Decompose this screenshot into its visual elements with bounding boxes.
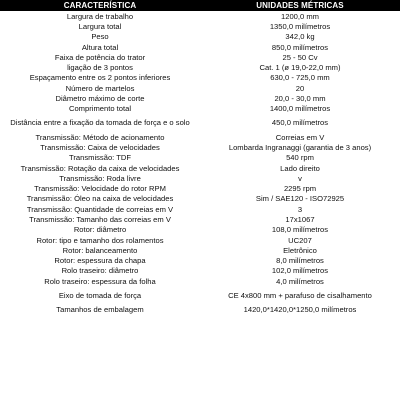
spec-value: Lombarda Ingranaggi (garantia de 3 anos) xyxy=(228,142,372,152)
table-row xyxy=(0,266,400,276)
spec-value: 2295 rpm xyxy=(283,184,317,194)
spec-value: 20,0 - 30,0 mm xyxy=(274,94,326,104)
table-row xyxy=(0,173,400,183)
spec-value: 850,0 milímetros xyxy=(271,42,329,52)
spec-value: 1400,0 milímetros xyxy=(269,104,331,114)
spec-value: CE 4x800 mm + parafuso de cisalhamento xyxy=(228,290,372,300)
spec-label: Rotor: diâmetro xyxy=(73,225,127,235)
table-row xyxy=(0,235,400,245)
spec-value: 108,0 milímetros xyxy=(271,225,329,235)
table-row xyxy=(0,11,400,21)
spec-label: Transmissão: Roda livre xyxy=(59,173,141,183)
spec-label: Comprimento total xyxy=(68,104,132,114)
spec-label: Transmissão: Óleo na caixa de velocidades xyxy=(26,194,174,204)
spec-label: Número de martelos xyxy=(65,83,135,93)
spec-value: 1420,0*1420,0*1250,0 milímetros xyxy=(243,305,357,315)
spec-value: Lado direito xyxy=(280,163,320,173)
spec-label: Altura total xyxy=(81,42,119,52)
spec-value: 17x1067 xyxy=(285,214,315,224)
table-row xyxy=(0,114,400,132)
spec-value: 20 xyxy=(295,83,305,93)
spec-value: 8,0 milímetros xyxy=(276,256,324,266)
spec-label: Espaçamento entre os 2 pontos inferiores xyxy=(29,73,171,83)
table-row xyxy=(0,214,400,224)
table-row xyxy=(0,163,400,173)
table-row xyxy=(0,42,400,52)
table-row xyxy=(0,304,400,314)
spec-label: Tamanhos de embalagem xyxy=(56,305,144,315)
spec-value: 540 rpm xyxy=(286,153,314,163)
table-row xyxy=(0,286,400,304)
table-header-row xyxy=(0,0,400,11)
header-metric-units: UNIDADES MÉTRICAS xyxy=(200,0,400,11)
spec-label: Transmissão: Caixa de velocidades xyxy=(40,142,160,152)
table-row xyxy=(0,83,400,93)
spec-value: 102,0 milímetros xyxy=(271,266,329,276)
spec-value: 450,0 milímetros xyxy=(271,118,329,128)
spec-value: 3 xyxy=(297,204,303,214)
spec-value: UC207 xyxy=(288,235,312,245)
spec-label: Eixo de tomada de força xyxy=(58,290,142,300)
spec-label: Rotor: balanceamento xyxy=(62,245,138,255)
spec-value: 342,0 kg xyxy=(285,32,315,42)
table-row xyxy=(0,104,400,114)
table-row xyxy=(0,225,400,235)
spec-label: Largura de trabalho xyxy=(66,11,134,21)
table-row xyxy=(0,276,400,286)
spec-label: Transmissão: Quantidade de correias em V xyxy=(26,204,174,214)
spec-value: 630,0 - 725,0 mm xyxy=(270,73,330,83)
table-row xyxy=(0,132,400,142)
spec-label: Transmissão: TDF xyxy=(68,153,132,163)
header-characteristic: CARACTERÍSTICA xyxy=(0,0,200,11)
table-row xyxy=(0,153,400,163)
spec-value: v xyxy=(298,173,302,183)
spec-label: Rotor: tipo e tamanho dos rolamentos xyxy=(36,235,164,245)
table-row xyxy=(0,245,400,255)
table-row xyxy=(0,204,400,214)
table-row xyxy=(0,21,400,31)
table-row xyxy=(0,256,400,266)
spec-label: Largura total xyxy=(78,21,122,31)
table-row xyxy=(0,73,400,83)
spec-label: ligação de 3 pontos xyxy=(67,63,133,73)
spec-label: Faixa de potência do trator xyxy=(54,52,146,62)
spec-label: Distância entre a fixação da tomada de força e o solo xyxy=(10,118,190,128)
spec-label: Transmissão: Método de acionamento xyxy=(35,132,165,142)
table-row xyxy=(0,183,400,193)
spec-label: Peso xyxy=(91,32,109,42)
spec-value: Sim / SAE120 - ISO72925 xyxy=(255,194,345,204)
table-row xyxy=(0,32,400,42)
spec-value: 1350,0 milímetros xyxy=(269,21,331,31)
spec-value: Cat. 1 (ø 19,0-22,0 mm) xyxy=(259,63,341,73)
table-row xyxy=(0,93,400,103)
spec-label: Diâmetro máximo de corte xyxy=(55,94,145,104)
table-row xyxy=(0,194,400,204)
table-row xyxy=(0,142,400,152)
spec-value: 1200,0 mm xyxy=(281,11,319,21)
spec-value: Correias em V xyxy=(275,132,325,142)
spec-value: Eletrônico xyxy=(283,245,317,255)
spec-value: 4,0 milímetros xyxy=(276,276,324,286)
table-body xyxy=(0,11,400,315)
spec-value: 25 - 50 Cv xyxy=(282,52,318,62)
spec-label: Rotor: espessura da chapa xyxy=(54,256,146,266)
table-row xyxy=(0,52,400,62)
spec-label: Transmissão: Rotação da caixa de velocidades xyxy=(20,163,180,173)
table-row xyxy=(0,62,400,72)
spec-label: Transmissão: Velocidade do rotor RPM xyxy=(34,184,166,194)
spec-label: Rolo traseiro: diâmetro xyxy=(61,266,139,276)
spec-label: Rolo traseiro: espessura da folha xyxy=(44,276,156,286)
spec-label: Transmissão: Tamanho das correias em V xyxy=(29,214,171,224)
